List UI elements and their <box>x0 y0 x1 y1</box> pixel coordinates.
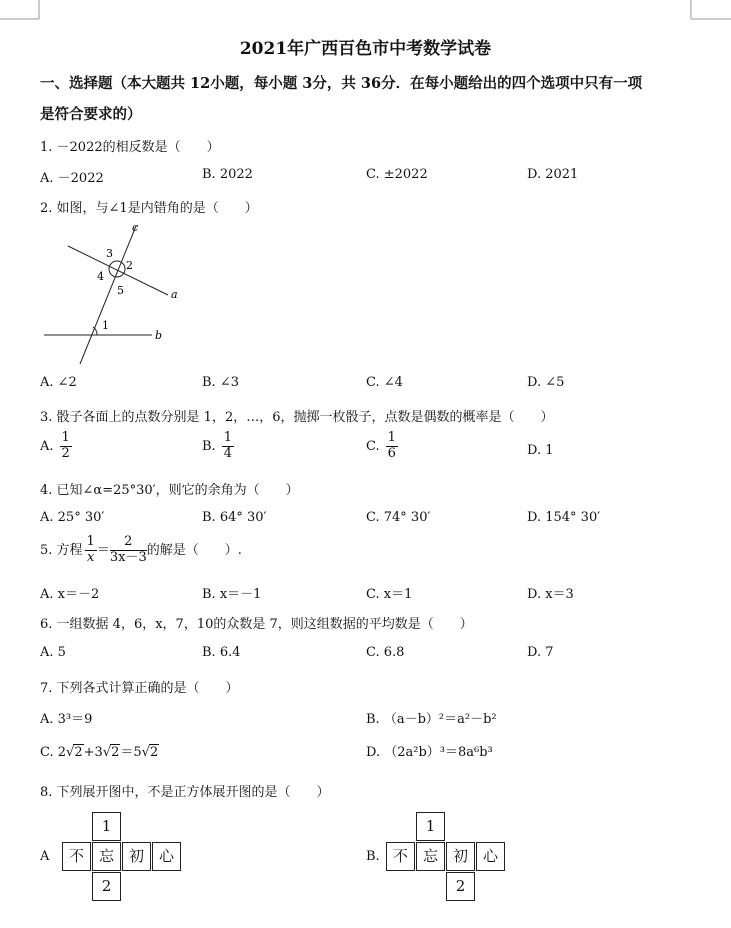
fraction-rhs <box>110 535 147 566</box>
plus-term: +3 <box>83 745 103 760</box>
question-4-option-c: C. 74° 30′ <box>366 510 431 525</box>
net-cell: 初 <box>446 842 475 871</box>
denominator: 4 <box>223 445 232 461</box>
question-8-option-a-label: A <box>40 849 50 864</box>
radicand: 2 <box>149 745 159 760</box>
question-8-option-b-label: B. <box>366 849 380 864</box>
question-5-option-d: D. x＝3 <box>527 587 574 602</box>
question-1-option-a: A. －2022 <box>40 171 104 186</box>
page-title: 2021年广西百色市中考数学试卷 <box>239 39 492 59</box>
label-angle-1: 1 <box>102 319 109 332</box>
question-5-option-a: A. x＝－2 <box>40 587 100 602</box>
denominator: 6 <box>387 445 396 461</box>
net-cell: 忘 <box>416 842 445 871</box>
fraction-lhs <box>85 535 97 566</box>
net-cell: 初 <box>122 842 151 871</box>
net-cell: 忘 <box>92 842 121 871</box>
question-2-option-d: D. ∠5 <box>527 375 565 390</box>
question-7-option-a: A. 3³＝9 <box>40 712 93 727</box>
question-4-stem: 4. 已知∠α=25°30′，则它的余角为（ ） <box>40 483 299 498</box>
crop-mark-right <box>685 0 731 25</box>
net-cell: 心 <box>476 842 505 871</box>
option-a-label: A. <box>40 438 54 454</box>
net-cell: 1 <box>416 812 445 841</box>
numerator: 2 <box>110 535 147 551</box>
fraction-one-quarter <box>222 431 234 462</box>
question-5-stem <box>40 535 242 566</box>
question-5-option-c: C. x＝1 <box>366 587 413 602</box>
label-angle-2: 2 <box>126 259 133 272</box>
crop-mark-left <box>0 0 45 25</box>
question-3-option-c <box>366 431 398 462</box>
question-1-option-b: B. 2022 <box>202 167 253 182</box>
question-1-stem: 1. －2022的相反数是（ ） <box>40 140 220 155</box>
question-8-net-a <box>62 812 182 902</box>
net-cell: 2 <box>92 872 121 901</box>
question-1-option-c: C. ±2022 <box>366 167 428 182</box>
stem-prefix: 5. 方程 <box>40 542 83 558</box>
question-1-option-d: D. 2021 <box>527 167 579 182</box>
fraction-one-sixth <box>386 431 398 462</box>
net-cell: 心 <box>152 842 181 871</box>
label-c: c <box>132 221 139 234</box>
equals-sign: ＝ <box>96 542 110 558</box>
question-2-stem: 2. 如图，与∠1是内错角的是（ ） <box>40 201 258 216</box>
sqrt-sign: √ <box>141 745 150 760</box>
denominator: x <box>87 549 95 565</box>
option-c-label: C. <box>40 745 54 760</box>
denominator: 2 <box>61 445 70 461</box>
label-b: b <box>155 329 163 342</box>
stem-suffix: 的解是（ ）. <box>146 542 242 558</box>
question-2-figure <box>40 218 180 368</box>
question-6-option-c: C. 6.8 <box>366 645 405 660</box>
numerator: 1 <box>61 430 70 445</box>
denominator: 3x－3 <box>109 549 147 565</box>
question-4-option-b: B. 64° 30′ <box>202 510 267 525</box>
question-6-option-b: B. 6.4 <box>202 645 241 660</box>
question-4-option-a: A. 25° 30′ <box>40 510 105 525</box>
question-3-option-a <box>40 431 72 462</box>
radicand: 2 <box>111 745 120 760</box>
question-8-net-b <box>386 812 506 902</box>
question-7-option-d: D. （2a²b）³＝8a⁶b³ <box>366 745 493 760</box>
numerator: 1 <box>387 430 396 445</box>
equals-term: ＝5 <box>120 745 142 760</box>
label-a: a <box>171 288 178 301</box>
question-8-stem: 8. 下列展开图中，不是正方体展开图的是（ ） <box>40 785 330 800</box>
numerator: 1 <box>86 534 95 549</box>
radicand: 2 <box>74 745 83 760</box>
question-3-stem: 3. 骰子各面上的点数分别是 1，2，…，6，抛掷一枚骰子，点数是偶数的概率是（ ） <box>40 410 554 425</box>
question-6-option-d: D. 7 <box>527 645 554 660</box>
option-c-label: C. <box>366 438 380 454</box>
question-6-stem: 6. 一组数据 4，6，x，7，10的众数是 7，则这组数据的平均数是（ ） <box>40 617 473 632</box>
fraction-one-half <box>60 431 72 462</box>
net-cell: 1 <box>92 812 121 841</box>
section-heading-line2: 是符合要求的） <box>40 106 142 123</box>
question-4-option-d: D. 154° 30′ <box>527 510 601 525</box>
label-angle-3: 3 <box>106 247 113 260</box>
net-cell: 不 <box>62 842 91 871</box>
question-5-option-b: B. x＝－1 <box>202 587 262 602</box>
question-6-option-a: A. 5 <box>40 645 66 660</box>
question-3-option-b <box>202 431 234 462</box>
question-7-option-c <box>40 741 159 760</box>
sqrt-sign: √ <box>66 745 75 760</box>
label-angle-4: 4 <box>97 270 104 283</box>
question-2-option-c: C. ∠4 <box>366 375 403 390</box>
sqrt-sign: √ <box>102 745 112 760</box>
section-heading-line1: 一、选择题（本大题共 12小题，每小题 3分，共 36分．在每小题给出的四个选项中只有一项 <box>40 75 643 92</box>
question-2-option-b: B. ∠3 <box>202 375 239 390</box>
question-2-option-a: A. ∠2 <box>40 375 77 390</box>
label-angle-5: 5 <box>117 284 124 297</box>
question-7-stem: 7. 下列各式计算正确的是（ ） <box>40 681 239 696</box>
net-cell: 不 <box>386 842 415 871</box>
net-cell: 2 <box>446 872 475 901</box>
question-3-option-d: D. 1 <box>527 443 554 458</box>
intersection-circle <box>109 261 125 277</box>
coefficient: 2 <box>57 745 67 760</box>
option-b-label: B. <box>202 438 216 454</box>
numerator: 1 <box>223 430 232 445</box>
question-7-option-b: B. （a－b）²＝a²－b² <box>366 712 497 727</box>
